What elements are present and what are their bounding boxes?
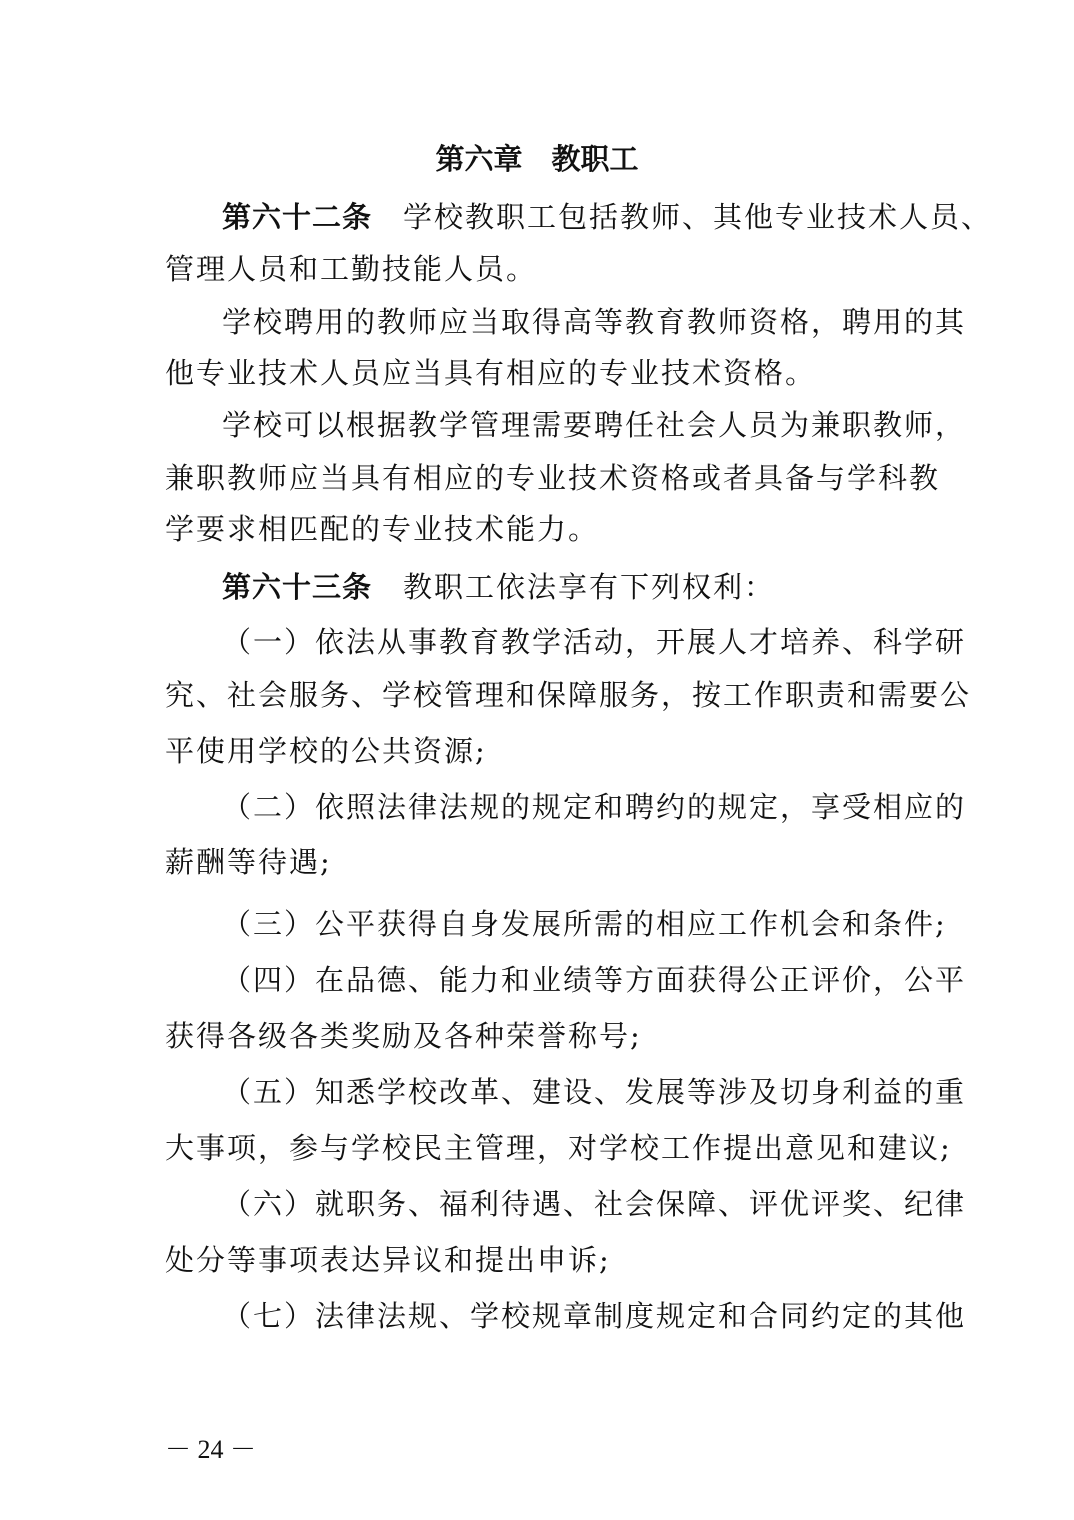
article-62-p3-line-2: 兼职教师应当具有相应的专业技术资格或者具备与学科教: [165, 461, 941, 495]
article-62-p3-line-3: 学要求相匹配的专业技术能力。: [165, 512, 600, 546]
article-62-p2-line-1: 学校聘用的教师应当取得高等教育教师资格，聘用的其: [222, 305, 967, 339]
article-63-label: 第六十三条: [222, 570, 373, 604]
article-62-text: 学校教职工包括教师、其他专业技术人员、: [372, 200, 993, 234]
article-63-item-7-line-1: （七）法律法规、学校规章制度规定和合同约定的其他: [222, 1299, 967, 1333]
article-62-line-1: [222, 195, 992, 239]
article-63-text: 教职工依法享有下列权利：: [372, 570, 776, 604]
article-63-item-2-line-1: （二）依照法律法规的规定和聘约的规定，享受相应的: [222, 790, 967, 824]
article-63-item-5-line-1: （五）知悉学校改革、建设、发展等涉及切身利益的重: [222, 1075, 967, 1109]
article-63-item-6-line-1: （六）就职务、福利待遇、社会保障、评优评奖、纪律: [222, 1187, 967, 1221]
article-63-item-2-line-2: 薪酬等待遇;: [165, 845, 332, 879]
article-63-item-1-line-2: 究、社会服务、学校管理和保障服务，按工作职责和需要公: [165, 678, 972, 712]
article-63-item-1-line-3: 平使用学校的公共资源;: [165, 734, 487, 768]
article-63-item-5-line-2: 大事项，参与学校民主管理，对学校工作提出意见和建议;: [165, 1131, 952, 1165]
article-63-item-3-line-1: （三）公平获得自身发展所需的相应工作机会和条件;: [222, 907, 947, 941]
article-62-label: 第六十二条: [222, 200, 373, 234]
article-62-p3-line-1: 学校可以根据教学管理需要聘任社会人员为兼职教师，: [222, 408, 967, 442]
article-62-p2-line-2: 他专业技术人员应当具有相应的专业技术资格。: [165, 356, 817, 390]
page-number: － 24 －: [165, 1435, 257, 1464]
article-62-line-2: 管理人员和工勤技能人员。: [165, 252, 538, 286]
chapter-title: 第六章 教职工: [435, 142, 639, 176]
article-63-line-1: [222, 565, 775, 609]
article-63-item-4-line-2: 获得各级各类奖励及各种荣誉称号;: [165, 1019, 642, 1053]
article-63-item-4-line-1: （四）在品德、能力和业绩等方面获得公正评价，公平: [222, 963, 967, 997]
article-63-item-1-line-1: （一）依法从事教育教学活动，开展人才培养、科学研: [222, 625, 967, 659]
article-63-item-6-line-2: 处分等事项表达异议和提出申诉;: [165, 1243, 611, 1277]
